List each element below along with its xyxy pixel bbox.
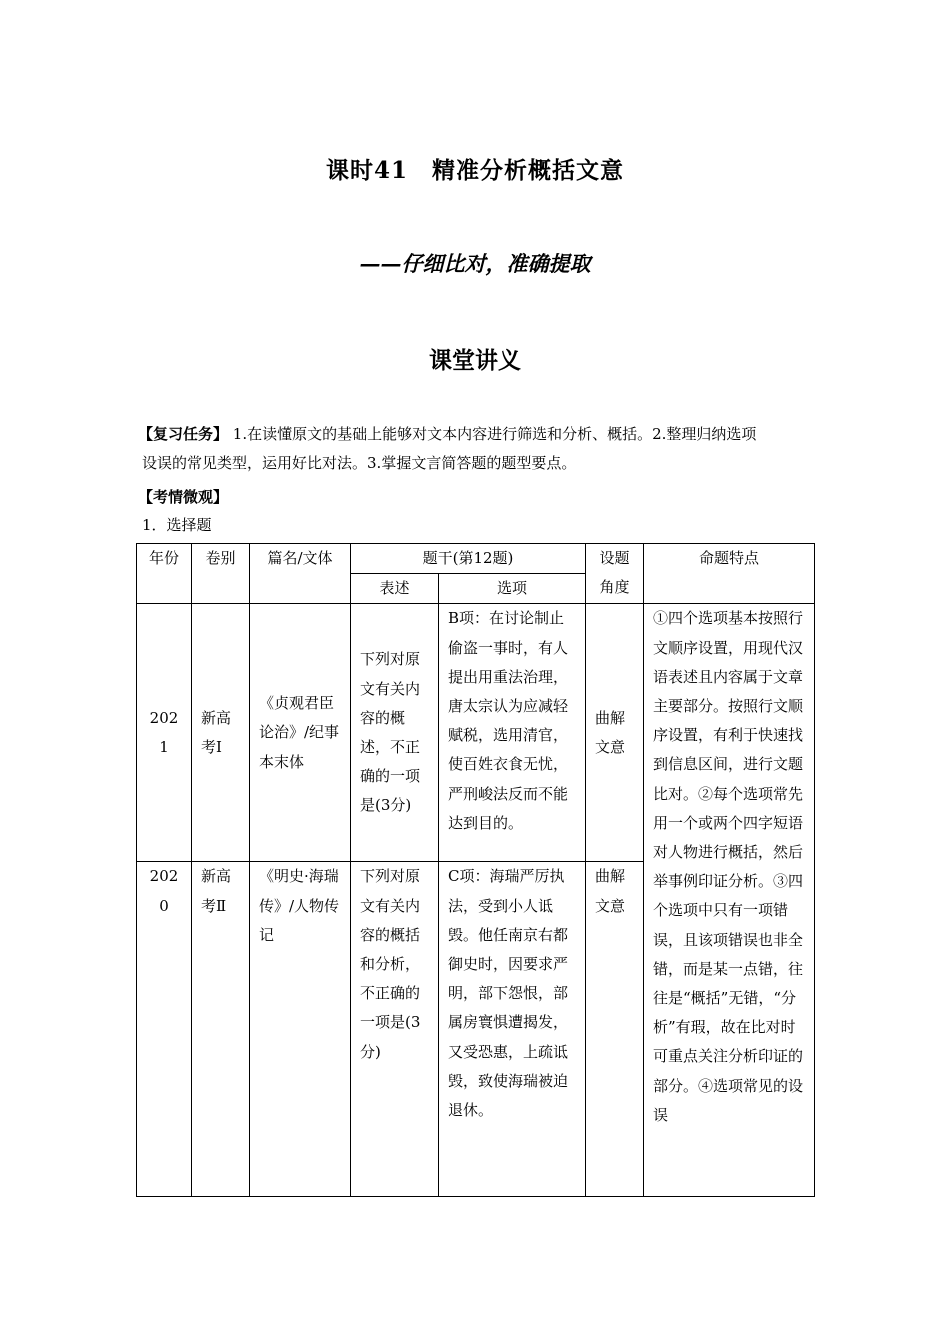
header-article: 篇名/文体 — [250, 544, 351, 604]
header-year: 年份 — [137, 544, 192, 604]
review-task-text-2: 设误的常见类型，运用好比对法。3.掌握文言简答题的题型要点。 — [142, 454, 577, 472]
cell-paper: 新高考Ⅱ — [192, 862, 250, 1197]
cell-year: 2020 — [137, 862, 192, 1197]
review-task-text-1: 1.在读懂原文的基础上能够对文本内容进行筛选和分析、概括。2.整理归纳选项 — [232, 425, 757, 443]
cell-option: C项：海瑞严厉执法，受到小人诋毁。他任南京右都御史时，因要求严明，部下怨恨，部属房寰惧遭揭发，又受恐惠，上疏诋毁，致使海瑞被迫退休。 — [439, 862, 586, 1197]
cell-angle: 曲解文意 — [586, 862, 644, 1197]
review-task-paragraph — [138, 420, 818, 478]
review-task-line-1 — [138, 420, 818, 449]
section-heading: 课堂讲义 — [429, 347, 521, 374]
cell-statement: 下列对原文有关内容的概述，不正确的一项是(3分) — [351, 604, 439, 862]
header-statement: 表述 — [351, 574, 439, 604]
header-paper: 卷别 — [192, 544, 250, 604]
page-subtitle: ——仔细比对，准确提取 — [359, 251, 591, 276]
exam-table — [136, 543, 815, 1197]
page-title: 课时41 精准分析概括文意 — [325, 157, 624, 184]
table-row — [137, 604, 815, 862]
cell-article: 《贞观君臣论治》/纪事本末体 — [250, 604, 351, 862]
header-stem: 题干(第12题) — [351, 544, 586, 574]
cell-paper: 新高考Ⅰ — [192, 604, 250, 862]
cell-article: 《明史·海瑞传》/人物传记 — [250, 862, 351, 1197]
review-task-label: 【复习任务】 — [138, 425, 229, 443]
header-features: 命题特点 — [644, 544, 815, 604]
header-angle: 设题角度 — [586, 544, 644, 604]
cell-statement: 下列对原文有关内容的概括和分析，不正确的一项是(3分) — [351, 862, 439, 1197]
item-heading: 1．选择题 — [142, 516, 212, 534]
header-option: 选项 — [439, 574, 586, 604]
exam-label: 【考情微观】 — [138, 488, 229, 506]
cell-year: 2021 — [137, 604, 192, 862]
cell-features: ①四个选项基本按照行文顺序设置，用现代汉语表述且内容属于文章主要部分。按照行文顺序设置，有利于快速找到信息区间，进行文题比对。②每个选项常先用一个或两个四字短语对人物进行概括，然后举事例印证分析。③四个选项中只有一项错误，且该项错误也非全错，而是某一点错，往往是“概括”无错，“分析”有瑕，故在比对时可重点关注分析印证的部分。④选项常见的设误 — [644, 604, 815, 1197]
table-header-row — [137, 544, 815, 574]
cell-angle: 曲解文意 — [586, 604, 644, 862]
cell-option: B项：在讨论制止偷盗一事时，有人提出用重法治理，唐太宗认为应减轻赋税，选用清官，使百姓衣食无忧，严刑峻法反而不能达到目的。 — [439, 604, 586, 862]
